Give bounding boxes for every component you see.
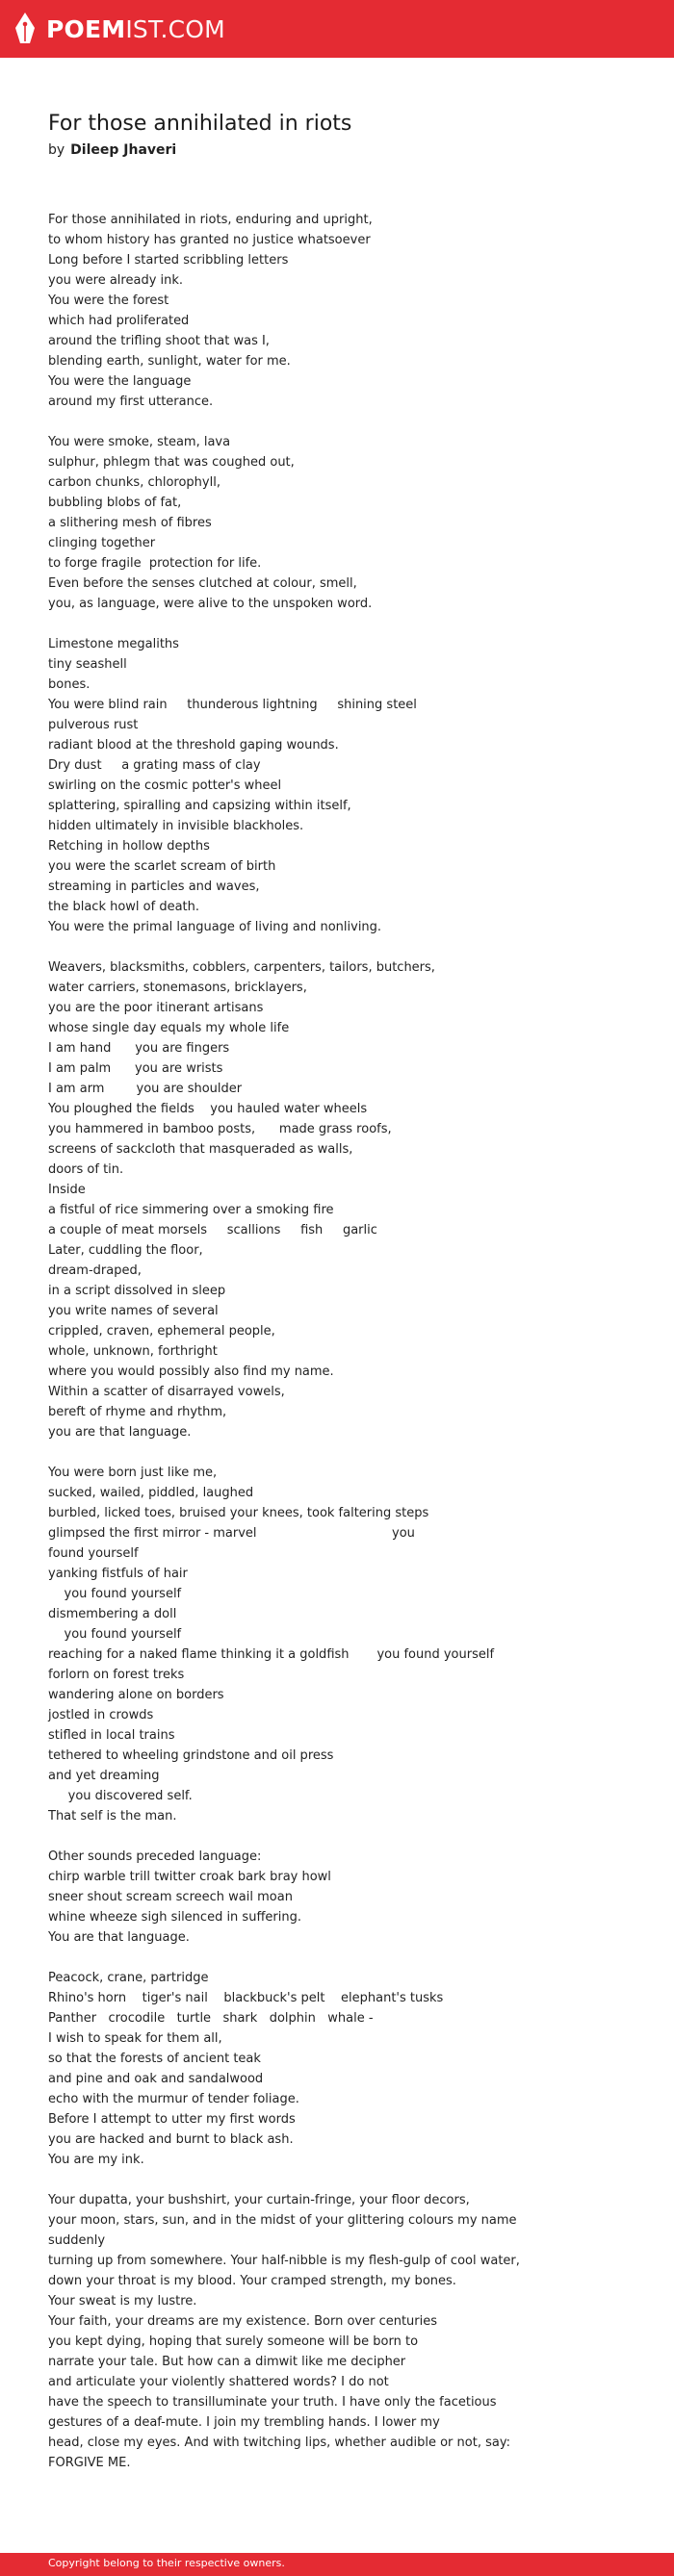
- pen-nib-icon: [13, 12, 37, 46]
- poem-line: That self is the man.: [48, 1809, 177, 1824]
- poem-line: Before I attempt to utter my first words: [48, 2112, 296, 2127]
- poem-line: Limestone megaliths: [48, 637, 179, 651]
- poem-line: splattering, spiralling and capsizing within itself,: [48, 799, 351, 813]
- poem-line: and yet dreaming: [48, 1769, 160, 1783]
- poem-line: Long before I started scribbling letters: [48, 253, 289, 268]
- poem-line: stifled in local trains: [48, 1728, 175, 1743]
- poem-line: head, close my eyes. And with twitching lips, whether audible or not, say:: [48, 2436, 510, 2450]
- poem-line: you hammered in bamboo posts, made grass roofs,: [48, 1122, 392, 1136]
- poem-line: a couple of meat morsels scallions fish garlic: [48, 1223, 377, 1237]
- poem-line: you, as language, were alive to the unspoken word.: [48, 597, 373, 611]
- poem-line: a slithering mesh of fibres: [48, 516, 212, 530]
- poem-line: streaming in particles and waves,: [48, 880, 260, 894]
- poem-line: carbon chunks, chlorophyll,: [48, 475, 220, 490]
- copyright-text: Copyright belong to their respective owners.: [48, 2557, 285, 2569]
- poem-line: pulverous rust: [48, 718, 139, 732]
- poem-line: forlorn on forest treks: [48, 1668, 185, 1682]
- author-link[interactable]: Dileep Jhaveri: [70, 142, 177, 158]
- poem-line: I wish to speak for them all,: [48, 2031, 222, 2046]
- poem-line: you kept dying, hoping that surely someone will be born to: [48, 2334, 419, 2349]
- poem-line: found yourself: [48, 1546, 139, 1561]
- poem-line: hidden ultimately in invisible blackholes.: [48, 819, 304, 833]
- poem-line: you found yourself: [48, 1627, 182, 1642]
- site-logo-link[interactable]: [13, 12, 225, 46]
- poem-line: You are that language.: [48, 1930, 190, 1945]
- poem-line: You were the language: [48, 374, 192, 389]
- poem-line: Peacock, crane, partridge: [48, 1971, 209, 1985]
- poem-line: echo with the murmur of tender foliage.: [48, 2092, 299, 2106]
- poem-line: Dry dust a grating mass of clay: [48, 758, 261, 773]
- poem-line: dream-draped,: [48, 1263, 142, 1278]
- poem-line: You were the primal language of living and nonliving.: [48, 920, 382, 934]
- poem-line: You were smoke, steam, lava: [48, 435, 231, 449]
- poem-line: around my first utterance.: [48, 395, 214, 409]
- poem-stanza: [48, 957, 645, 1442]
- poem-line: tethered to wheeling grindstone and oil press: [48, 1748, 334, 1763]
- poem-line: chirp warble trill twitter croak bark bray howl: [48, 1870, 331, 1884]
- poem-line: sucked, wailed, piddled, laughed: [48, 1486, 254, 1500]
- poem-line: you are hacked and burnt to black ash.: [48, 2132, 294, 2147]
- poem-stanza: [48, 210, 645, 412]
- poem-line: sulphur, phlegm that was coughed out,: [48, 455, 295, 470]
- poem-line: Weavers, blacksmiths, cobblers, carpenters, tailors, butchers,: [48, 960, 435, 975]
- poem-stanza: [48, 432, 645, 614]
- poem-line: you are that language.: [48, 1425, 192, 1440]
- poem-line: you were the scarlet scream of birth: [48, 859, 276, 874]
- poem-line: sneer shout scream screech wail moan: [48, 1890, 293, 1904]
- poem-line: Inside: [48, 1183, 86, 1197]
- poem-stanza: [48, 634, 645, 937]
- poem-line: Within a scatter of disarrayed vowels,: [48, 1385, 285, 1399]
- poem-line: jostled in crowds: [48, 1708, 154, 1722]
- poem-line: glimpsed the first mirror - marvel you: [48, 1526, 415, 1541]
- poem-line: yanking fistfuls of hair: [48, 1567, 188, 1581]
- poem-line: Later, cuddling the floor,: [48, 1243, 203, 1258]
- poem-stanza: [48, 1463, 645, 1826]
- poem-line: whose single day equals my whole life: [48, 1021, 290, 1035]
- poem-line: so that the forests of ancient teak: [48, 2052, 261, 2066]
- poem-line: crippled, craven, ephemeral people,: [48, 1324, 275, 1339]
- poem-line: and articulate your violently shattered words? I do not: [48, 2375, 389, 2389]
- poem-line: bereft of rhyme and rhythm,: [48, 1405, 227, 1419]
- poem-line: water carriers, stonemasons, bricklayers,: [48, 981, 307, 995]
- poem-line: bones.: [48, 677, 91, 692]
- poem-line: I am arm you are shoulder: [48, 1082, 243, 1096]
- poem-line: dismembering a doll: [48, 1607, 177, 1621]
- poem-line: Your faith, your dreams are my existence. Born over centuries: [48, 2314, 438, 2329]
- poem-line: FORGIVE ME.: [48, 2456, 131, 2470]
- poem-line: Other sounds preceded language:: [48, 1849, 262, 1864]
- poem-stanza: [48, 1847, 645, 1948]
- poem-line: have the speech to transilluminate your truth. I have only the facetious: [48, 2395, 497, 2410]
- poem-line: You were blind rain thunderous lightning shining steel: [48, 698, 417, 712]
- poem-line: around the trifling shoot that was I,: [48, 334, 270, 348]
- poem-line: down your throat is my blood. Your cramped strength, my bones.: [48, 2274, 456, 2288]
- poem-line: the black howl of death.: [48, 900, 200, 914]
- poem-line: tiny seashell: [48, 657, 127, 672]
- poem-line: burbled, licked toes, bruised your knees, took faltering steps: [48, 1506, 429, 1520]
- poem-line: gestures of a deaf-mute. I join my trembling hands. I lower my: [48, 2415, 440, 2430]
- poem-line: Your dupatta, your bushshirt, your curtain-fringe, your floor decors,: [48, 2193, 470, 2207]
- poem-line: suddenly: [48, 2233, 106, 2248]
- poem-line: to whom history has granted no justice whatsoever: [48, 233, 371, 247]
- poem-line: Even before the senses clutched at colour, smell,: [48, 576, 357, 591]
- poem-line: you discovered self.: [48, 1789, 193, 1803]
- by-label: by: [48, 142, 65, 158]
- poem-line: screens of sackcloth that masqueraded as walls,: [48, 1142, 353, 1157]
- poem-line: whole, unknown, forthright: [48, 1344, 218, 1359]
- site-logo-text: POEMIST.COM: [46, 14, 225, 43]
- poem-stanza: [48, 1968, 645, 2170]
- poem-line: For those annihilated in riots, enduring and upright,: [48, 213, 373, 227]
- poem-line: You are my ink.: [48, 2153, 144, 2167]
- poem-line: which had proliferated: [48, 314, 190, 328]
- poem-line: clinging together: [48, 536, 156, 550]
- poem-body: [48, 210, 645, 2493]
- poem-line: in a script dissolved in sleep: [48, 1284, 226, 1298]
- poem-line: Panther crocodile turtle shark dolphin whale -: [48, 2011, 374, 2026]
- poem-line: you found yourself: [48, 1587, 182, 1601]
- poem-line: your moon, stars, sun, and in the midst of your glittering colours my name: [48, 2213, 517, 2228]
- poem-line: wandering alone on borders: [48, 1688, 224, 1702]
- poem-line: I am palm you are wrists: [48, 1061, 223, 1076]
- poem-line: Retching in hollow depths: [48, 839, 210, 854]
- poem-line: you write names of several: [48, 1304, 219, 1318]
- poem-title: For those annihilated in riots: [48, 112, 352, 136]
- poem-line: I am hand you are fingers: [48, 1041, 230, 1056]
- poem-line: you were already ink.: [48, 273, 184, 288]
- footer-bar: [0, 2553, 674, 2576]
- poem-line: to forge fragile protection for life.: [48, 556, 262, 571]
- poem-line: radiant blood at the threshold gaping wounds.: [48, 738, 339, 752]
- poem-line: Your sweat is my lustre.: [48, 2294, 197, 2308]
- poem-line: a fistful of rice simmering over a smoking fire: [48, 1203, 334, 1217]
- poem-stanza: [48, 2190, 645, 2473]
- poem-line: whine wheeze sigh silenced in suffering.: [48, 1910, 301, 1925]
- poem-line: turning up from somewhere. Your half-nibble is my flesh-gulp of cool water,: [48, 2254, 520, 2268]
- poem-byline: [48, 142, 176, 158]
- poem-line: blending earth, sunlight, water for me.: [48, 354, 291, 369]
- poem-line: bubbling blobs of fat,: [48, 496, 182, 510]
- poem-line: narrate your tale. But how can a dimwit like me decipher: [48, 2355, 406, 2369]
- poem-line: You ploughed the fields you hauled water wheels: [48, 1102, 368, 1116]
- top-bar: [0, 0, 674, 58]
- poem-line: where you would possibly also find my name.: [48, 1365, 334, 1379]
- poem-line: You were the forest: [48, 293, 169, 308]
- poem-line: swirling on the cosmic potter's wheel: [48, 778, 282, 793]
- poem-line: reaching for a naked flame thinking it a goldfish you found yourself: [48, 1647, 495, 1662]
- poem-line: and pine and oak and sandalwood: [48, 2072, 264, 2086]
- poem-line: you are the poor itinerant artisans: [48, 1001, 264, 1015]
- poem-line: Rhino's horn tiger's nail blackbuck's pelt elephant's tusks: [48, 1991, 444, 2005]
- poem-line: You were born just like me,: [48, 1466, 218, 1480]
- poem-line: doors of tin.: [48, 1162, 124, 1177]
